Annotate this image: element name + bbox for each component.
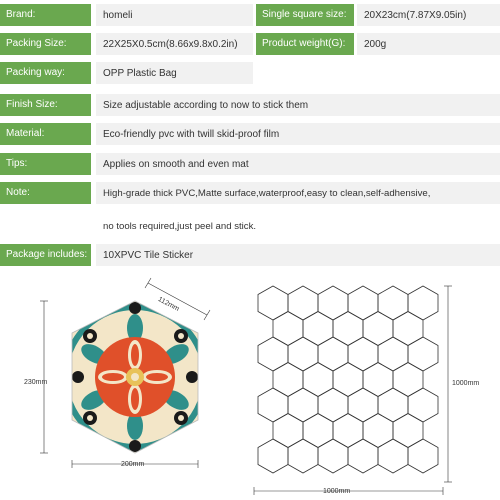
grid-hexagon bbox=[288, 439, 318, 473]
packing-size-value: 22X25X0.5cm(8.66x9.8x0.2in) bbox=[96, 33, 253, 55]
note-value-line1: High-grade thick PVC,Matte surface,waterproof,easy to clean,self-adhensive, bbox=[96, 182, 500, 204]
grid-hexagon bbox=[318, 286, 348, 320]
packing-way-value: OPP Plastic Bag bbox=[96, 62, 253, 84]
spec-row-brand bbox=[0, 4, 500, 26]
grid-hexagon bbox=[408, 439, 438, 473]
spec-row-packing-size bbox=[0, 33, 500, 55]
honeycomb-grid bbox=[258, 286, 438, 473]
grid-hexagon bbox=[318, 388, 348, 422]
note-value-line2: no tools required,just peel and stick. bbox=[96, 215, 500, 237]
spec-row-package bbox=[0, 244, 500, 266]
single-square-label: Single square size: bbox=[256, 4, 354, 26]
grid-hexagon bbox=[288, 337, 318, 371]
grid-hexagon bbox=[258, 439, 288, 473]
tile-width-dimension: 200mm bbox=[121, 461, 145, 468]
grid-hexagon bbox=[303, 312, 333, 346]
spec-row-note bbox=[0, 182, 500, 240]
note-label: Note: bbox=[0, 182, 91, 204]
grid-hexagon bbox=[408, 337, 438, 371]
grid-hexagon bbox=[333, 363, 363, 397]
grid-hexagon bbox=[333, 414, 363, 448]
spec-row-tips bbox=[0, 153, 500, 175]
grid-hexagon bbox=[303, 363, 333, 397]
grid-hexagon bbox=[393, 312, 423, 346]
grid-hexagon bbox=[393, 414, 423, 448]
material-label: Material: bbox=[0, 123, 91, 145]
grid-hexagon bbox=[348, 439, 378, 473]
brand-value: homeli bbox=[96, 4, 253, 26]
package-value: 10XPVC Tile Sticker bbox=[96, 244, 500, 266]
grid-hexagon bbox=[363, 363, 393, 397]
grid-hexagon bbox=[258, 286, 288, 320]
packing-way-label: Packing way: bbox=[0, 62, 91, 84]
material-value: Eco-friendly pvc with twill skid-proof film bbox=[96, 123, 500, 145]
weight-label: Product weight(G): bbox=[256, 33, 354, 55]
grid-hexagon bbox=[348, 337, 378, 371]
grid-hexagon bbox=[348, 388, 378, 422]
grid-hexagon bbox=[393, 363, 423, 397]
brand-label: Brand: bbox=[0, 4, 91, 26]
finish-size-label: Finish Size: bbox=[0, 94, 91, 116]
packing-size-label: Packing Size: bbox=[0, 33, 91, 55]
size-diagram bbox=[0, 270, 500, 500]
single-square-value: 20X23cm(7.87X9.05in) bbox=[357, 4, 500, 26]
tile-side-dimension: 112mm bbox=[156, 296, 181, 313]
grid-hexagon bbox=[348, 286, 378, 320]
grid-hexagon bbox=[408, 286, 438, 320]
package-label: Package includes: bbox=[0, 244, 91, 266]
spec-row-packing-way bbox=[0, 62, 500, 84]
grid-hexagon bbox=[288, 286, 318, 320]
grid-hexagon bbox=[318, 337, 348, 371]
grid-hexagon bbox=[273, 414, 303, 448]
grid-hexagon bbox=[258, 388, 288, 422]
grid-hexagon bbox=[363, 414, 393, 448]
spec-row-finish-size bbox=[0, 94, 500, 116]
grid-hexagon bbox=[273, 312, 303, 346]
grid-hexagon bbox=[333, 312, 363, 346]
weight-value: 200g bbox=[357, 33, 500, 55]
grid-hexagon bbox=[273, 363, 303, 397]
tile-pattern-image bbox=[60, 295, 210, 460]
grid-height-dimension: 1000mm bbox=[452, 380, 480, 387]
tips-label: Tips: bbox=[0, 153, 91, 175]
grid-hexagon bbox=[303, 414, 333, 448]
tips-value: Applies on smooth and even mat bbox=[96, 153, 500, 175]
grid-hexagon bbox=[378, 439, 408, 473]
grid-hexagon bbox=[378, 286, 408, 320]
finish-size-value: Size adjustable according to now to stick them bbox=[96, 94, 500, 116]
tile-height-dimension: 230mm bbox=[24, 379, 48, 386]
grid-width-dimension: 1000mm bbox=[323, 488, 351, 495]
grid-hexagon bbox=[288, 388, 318, 422]
grid-hexagon bbox=[258, 337, 288, 371]
grid-hexagon bbox=[408, 388, 438, 422]
spec-row-material bbox=[0, 123, 500, 145]
grid-hexagon bbox=[318, 439, 348, 473]
grid-hexagon bbox=[378, 337, 408, 371]
grid-hexagon bbox=[363, 312, 393, 346]
grid-hexagon bbox=[378, 388, 408, 422]
